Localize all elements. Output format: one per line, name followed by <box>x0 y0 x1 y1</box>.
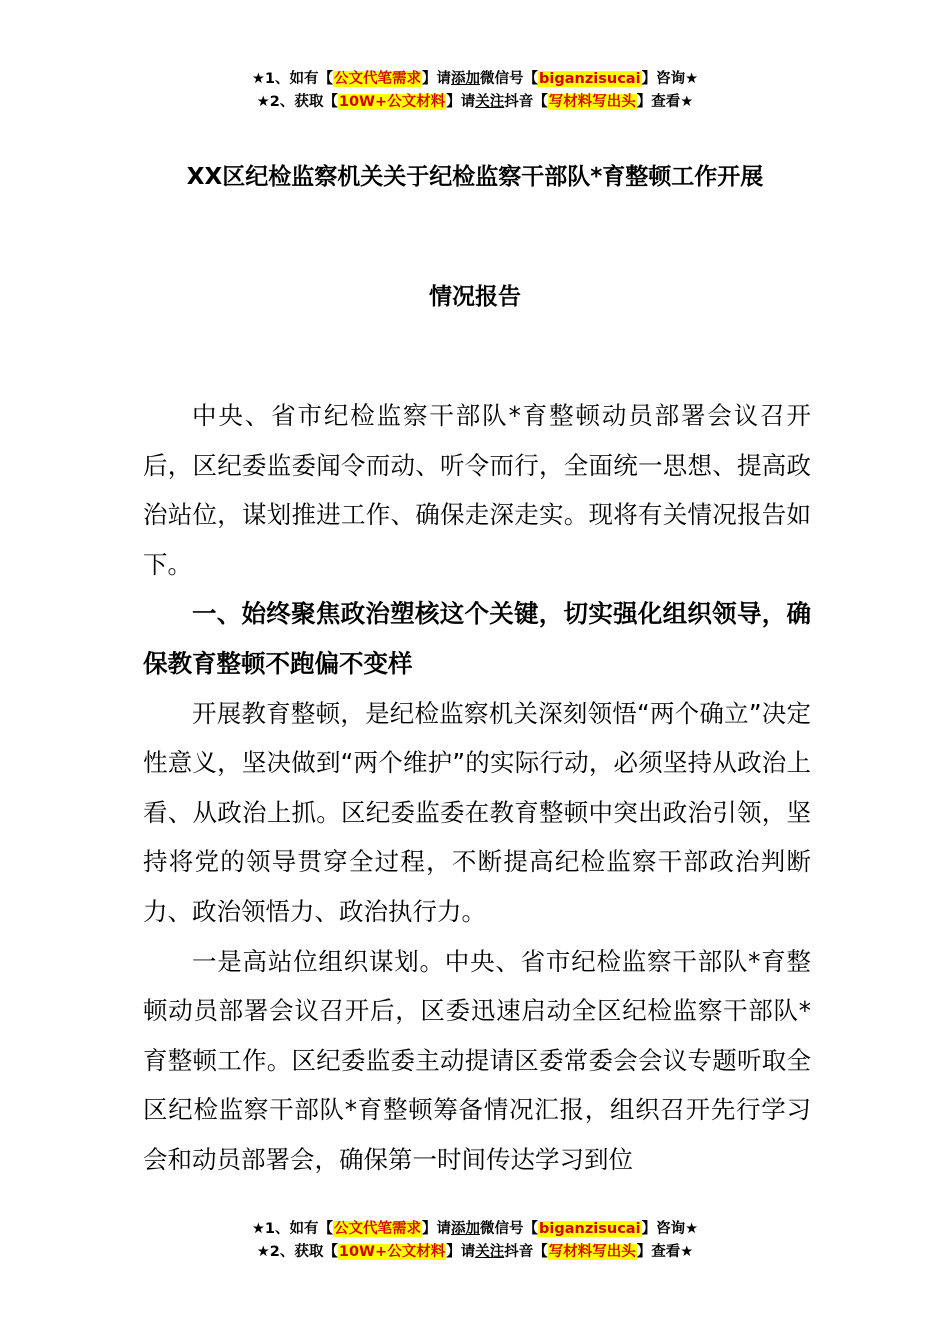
promo-text: 】请 <box>446 1244 476 1260</box>
promo-highlight: 10W+公文材料 <box>338 94 446 110</box>
promo-line-1 <box>0 68 950 91</box>
promo-highlight: 公文代笔需求 <box>334 1221 422 1237</box>
promo-banner-bottom <box>0 1218 950 1264</box>
document-title-line-2: 情况报告 <box>429 284 521 310</box>
promo-text: 】请 <box>422 71 452 87</box>
promo-text: 】请 <box>422 1221 452 1237</box>
promo-text: 】咨询★ <box>641 1221 699 1237</box>
promo-text: 抖音【 <box>504 1244 548 1260</box>
promo-text: 】查看★ <box>636 94 694 110</box>
promo-douyin-name: 写材料写出头 <box>548 94 636 110</box>
paragraph-section-1: 开展教育整顿，是纪检监察机关深刻领悟“两个确立”决定性意义，坚决做到“两个维护”的实际行动，必须坚持从政治上看、从政治上抓。区纪委监委在教育整顿中突出政治引领，坚持将党的领导贯穿全过程，不断提高纪检监察干部政治判断力、政治领悟力、政治执行力。 <box>143 698 811 926</box>
promo-line-2 <box>0 91 950 114</box>
paragraph-item-1: 一是高站位组织谋划。中央、省市纪检监察干部队*育整顿动员部署会议召开后，区委迅速启动全区纪检监察干部队*育整顿工作。区纪委监委主动提请区委常委会会议专题听取全区纪检监察干部队*育整顿筹备情况汇报，组织召开先行学习会和动员部署会，确保第一时间传达学习到位 <box>143 946 811 1174</box>
promo-text: ★1、如有【 <box>251 1221 334 1237</box>
promo-underlined: 关注 <box>475 1244 505 1260</box>
promo-wechat-id: biganzisucai <box>539 71 641 87</box>
promo-underlined: 添加 <box>451 1221 481 1237</box>
promo-text: 】咨询★ <box>641 71 699 87</box>
promo-underlined: 添加 <box>451 71 481 87</box>
promo-douyin-name: 写材料写出头 <box>548 1244 636 1260</box>
promo-line-1 <box>0 1218 950 1241</box>
promo-underlined: 关注 <box>475 94 505 110</box>
promo-text: 微信号【 <box>480 71 539 87</box>
promo-text: 抖音【 <box>504 94 548 110</box>
promo-text: ★1、如有【 <box>251 71 334 87</box>
document-body <box>143 391 811 1185</box>
promo-wechat-id: biganzisucai <box>539 1221 641 1237</box>
promo-banner-top <box>0 68 950 114</box>
promo-line-2 <box>0 1241 950 1264</box>
promo-highlight: 公文代笔需求 <box>334 71 422 87</box>
promo-text: 】请 <box>446 94 476 110</box>
document-title-line-1: XX区纪检监察机关关于纪检监察干部队*育整顿工作开展 <box>186 164 764 190</box>
promo-text: 】查看★ <box>636 1244 694 1260</box>
promo-highlight: 10W+公文材料 <box>338 1244 446 1260</box>
paragraph-intro: 中央、省市纪检监察干部队*育整顿动员部署会议召开后，区纪委监委闻令而动、听令而行，全面统一思想、提高政治站位，谋划推进工作、确保走深走实。现将有关情况报告如下。 <box>143 401 811 579</box>
promo-text: ★2、获取【 <box>256 1244 338 1260</box>
section-heading-1: 一、始终聚焦政治塑核这个关键，切实强化组织领导，确保教育整顿不跑偏不变样 <box>143 599 811 678</box>
promo-text: 微信号【 <box>480 1221 539 1237</box>
promo-text: ★2、获取【 <box>256 94 338 110</box>
